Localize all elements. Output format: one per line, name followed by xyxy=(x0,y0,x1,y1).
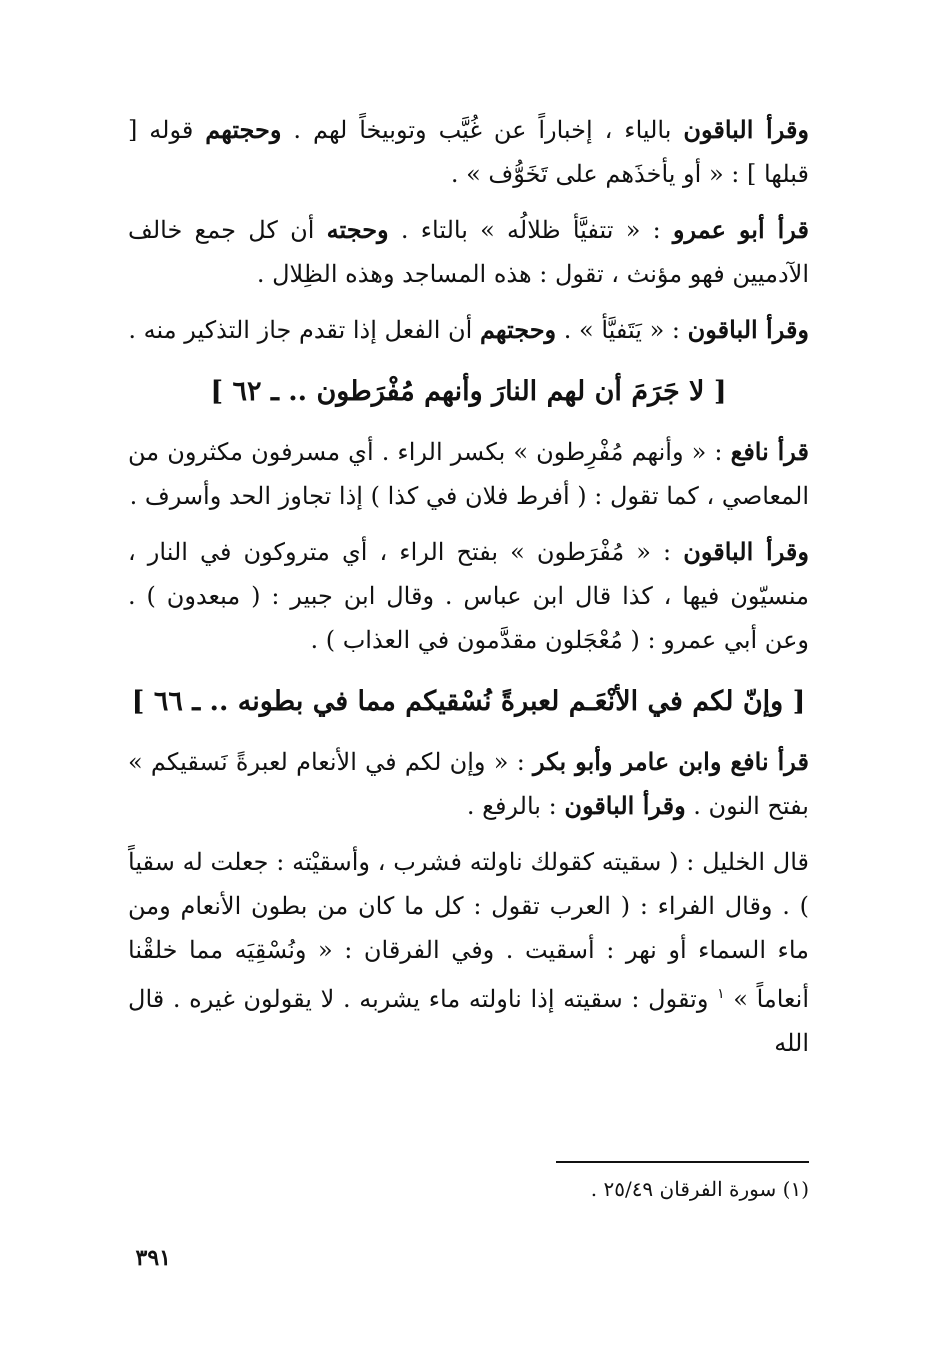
verse-heading-62: [ لا جَرَمَ أن لهم النارَ وأنهم مُفْرَطون .. ـ ٦٢ ] xyxy=(210,376,727,407)
reader-lead: وحجتهم xyxy=(205,115,282,144)
paragraph-text: : بالرفع . xyxy=(466,792,565,820)
page-body xyxy=(128,108,809,1077)
reader-lead: وحجتهم xyxy=(479,315,557,344)
verse-heading-66: [ وإنّ لكم في الأنْعَـم لعبرةً نُسْقيكم مما في بطونه .. ـ ٦٦ ] xyxy=(131,686,806,717)
paragraph-text: : « وإن لكم في الأنعام لعبرةً نَسقيكم » بفتح النون . xyxy=(128,748,809,820)
paragraph-3 xyxy=(128,308,809,352)
footnote-marker: ١ xyxy=(717,986,725,1002)
footnote: (١) سورة الفرقان ٢٥/٤٩ . xyxy=(590,1177,809,1201)
reader-lead: وقرأ الباقون xyxy=(687,315,809,344)
page-number: ٣٩١ xyxy=(135,1245,171,1271)
paragraph-5 xyxy=(128,530,809,662)
paragraph-4 xyxy=(128,430,809,518)
reader-lead: قرأ نافع وابن عامر وأبو بكر xyxy=(533,747,809,776)
paragraph-text: وتقول : سقيته إذا ناولته ماء يشربه . لا يقولون غيره . قال الله xyxy=(128,985,809,1057)
paragraph-text: : « وأنهم مُفْرِطون » بكسر الراء . أي مسرفون مكثرون من المعاصي ، كما تقول : ( أفرط فلان في كذا ) إذا تجاوز الحد وأسرف . xyxy=(128,438,809,510)
reader-lead: وقرأ الباقون xyxy=(683,537,809,566)
paragraph-text: قال الخليل : ( سقيته كقولك ناولته فشرب ، وأسقيْته : جعلت له سقياً ) . وقال الفراء : ( العرب تقول : كل ما كان من بطون الأنعام ومن ماء السماء أو نهر : أسقيت . وفي الفرقان : « ونُسْقِيَه مما خلقْنا أنعاماً » xyxy=(128,848,809,1013)
paragraph-2 xyxy=(128,208,809,296)
paragraph-text: : « يَتَفيَّأ » . xyxy=(556,316,688,344)
reader-lead: قرأ أبو عمرو xyxy=(672,215,809,244)
reader-lead: وقرأ الباقون xyxy=(683,115,810,144)
paragraph-1 xyxy=(128,108,809,196)
reader-lead: وحجته xyxy=(326,215,389,244)
footnote-divider xyxy=(556,1161,809,1163)
paragraph-text: أن كل جمع خالف الآدميين فهو مؤنث ، تقول : هذه المساجد وهذه الظِلال . xyxy=(128,216,809,288)
paragraph-text: : « مُفْرَطون » بفتح الراء ، أي متروكون في النار ، منسيّون فيها ، كذا قال ابن عباس . وقال ابن جبير : ( مبعدون ) . وعن أبي عمرو : ( مُعْجَلون مقدَّمون في العذاب ) . xyxy=(128,538,809,654)
reader-lead: قرأ نافع xyxy=(730,437,809,466)
paragraph-7 xyxy=(128,840,809,1065)
paragraph-6 xyxy=(128,740,809,828)
reader-lead: وقرأ الباقون xyxy=(564,791,686,820)
paragraph-text: أن الفعل إذا تقدم جاز التذكير منه . xyxy=(128,316,480,344)
paragraph-text: قوله [ قبلها ] : « أو يأخذَهم على تَخَوُّف » . xyxy=(128,116,809,188)
paragraph-text: بالياء ، إخباراً عن غُيَّب وتوبيخاً لهم . xyxy=(281,116,684,144)
paragraph-text: : « تتفيَّأ ظلالُه » بالتاء . xyxy=(388,216,673,244)
